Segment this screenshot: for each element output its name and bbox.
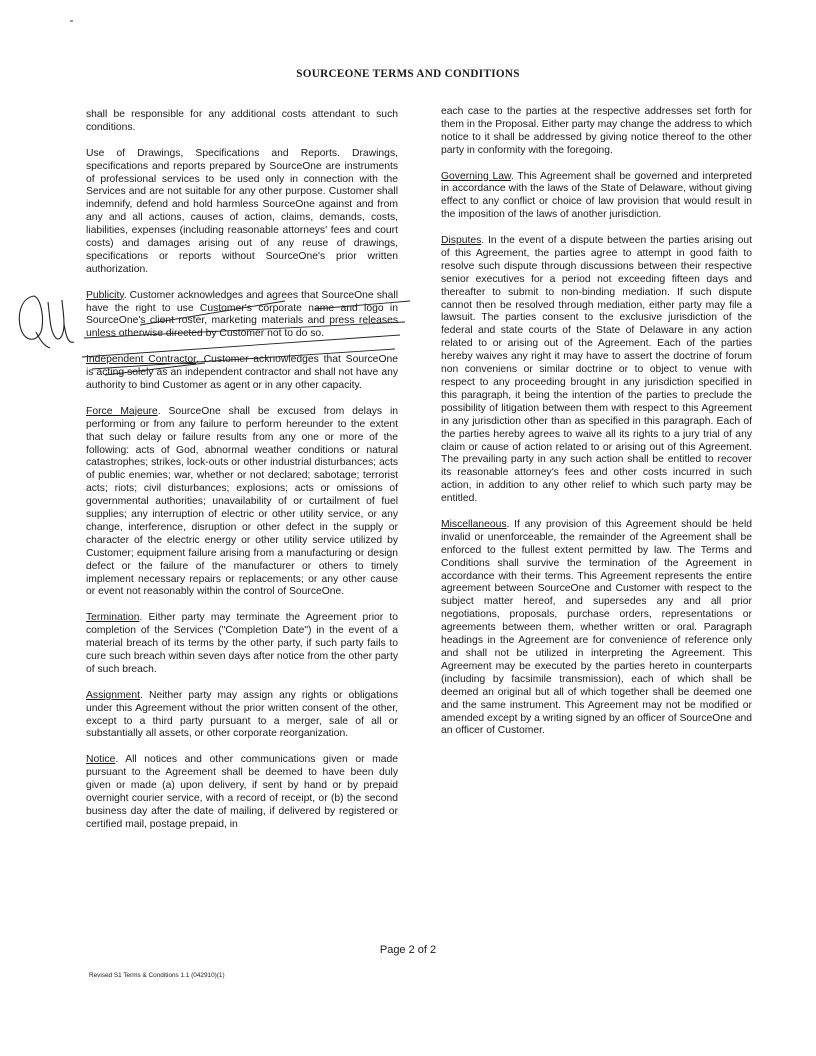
governing-law-text: . This Agreement shall be governed and interpreted in accordance with the laws of the State of Delaware, without giving effect to any conflict or choice of law provision that would result in the imposition of the laws of another jurisdiction. [441,170,752,221]
handwritten-initials [14,288,76,354]
termination-paragraph [86,612,398,677]
disputes-heading: Disputes [441,235,482,247]
independent-contractor-heading: Independent Contractor [86,354,197,366]
assignment-text: . Neither party may assign any rights or obligations under this Agreement without the prior written consent of the other, except to a third party pursuant to a merger, sale of all or substantially all assets, or other corporate reorganization. [86,689,398,740]
drawings-paragraph: Use of Drawings, Specifications and Reports. Drawings, specifications and reports prepared by SourceOne are instruments of professional services to be used only in connection with the Services and are not suitable for any other purpose. Customer shall indemnify, defend and hold harmless SourceOne against and from any and all actions, causes of action, claims, demands, costs, liabilities, expenses (including reasonable attorneys' fees and court costs) and damages arising out of any reuse of drawings, specifications or reports without SourceOne's prior written authorization. [86,147,398,275]
force-majeure-heading: Force Majeure [86,405,158,417]
notice-heading: Notice [86,754,116,766]
publicity-paragraph [86,290,398,342]
intro-paragraph: shall be responsible for any additional costs attendant to such conditions. [86,109,398,133]
independent-contractor-text: . Customer acknowledges that SourceOne is acting solely as an independent contractor and shall not have any authority to bind Customer as agent or in any other capacity. [86,354,398,391]
page-number: Page 2 of 2 [379,944,437,956]
miscellaneous-text: . If any provision of this Agreement should be held invalid or unenforceable, the remainder of the Agreement shall be enforced to the fullest extent permitted by law. The Terms and Conditions shall survive the termination of the Agreement in accordance with their terms. This Agreement represents the entire agreement between SourceOne and Customer with respect to the subject matter hereof, and supersedes any and all prior negotiations, proposals, purchase orders, representations or agreements between them, whether written or oral. Paragraph headings in the Agreement are for convenience of reference only and shall not be utilized in interpreting the Agreement. This Agreement may be executed by the parties hereto in counterparts (including by facsimile transmission), each of which shall be deemed an original but all of which together shall be deemed one and the same instrument. This Agreement may not be modified or amended except by a writing signed by an officer of SourceOne and an officer of Customer. [441,518,752,737]
publicity-text: . Customer acknowledges and agrees that SourceOne shall have the right to use Customer's corporate name and logo in SourceOne's client roster, marketing materials and press releases unless otherwise directed by Customer not to do so. [86,289,398,340]
termination-text: . Either party may terminate the Agreement prior to completion of the Services ("Completion Date") in the event of a material breach of its terms by the other party, if such party fails to cure such breach within seven days after notice from the other party of such breach. [86,612,398,675]
initials-stroke [48,300,74,342]
notice-paragraph [86,754,398,831]
governing-law-paragraph [441,171,752,223]
independent-contractor-paragraph [86,354,398,393]
disputes-paragraph [441,235,752,506]
termination-heading: Termination [86,612,140,624]
initials-stroke [19,296,50,348]
right-column [441,106,752,751]
miscellaneous-heading: Miscellaneous [441,518,507,530]
left-column [86,109,398,845]
miscellaneous-paragraph [441,519,752,738]
force-majeure-paragraph [86,406,398,600]
disputes-text: . In the event of a dispute between the parties arising out of this Agreement, the parties agree to attempt in good faith to resolve such dispute through discussions between their respective senior executives for a period not exceeding fifteen days and thereafter to submit to non-binding mediation. If such dispute cannot then be resolved through mediation, either party may file a lawsuit. The parties consent to the exclusive jurisdiction of the federal and state courts of the State of Delaware in any action related to or arising out of the Agreement. Each of the parties hereby waives any right it may have to assert the doctrine of forum non conveniens or similar doctrine or to object to venue with respect to any proceeding brought in any jurisdiction specified in this paragraph, it being the intention of the parties to preclude the possibility of litigation between them with respect to this Agreement in any jurisdiction other than as specified in this paragraph. Each of the parties hereby agrees to waive all its rights to a jury trial of any claim or cause of action related to or arising out of this Agreement. The prevailing party in any such action shall be entitled to recover its reasonable attorney's fees and other costs incurred in such action, in addition to any other relief to which such party may be entitled. [441,235,752,505]
assignment-heading: Assignment [86,689,141,701]
scan-speck [70,20,73,22]
publicity-heading: Publicity [86,289,124,301]
notice-continued-paragraph: each case to the parties at the respective addresses set forth for them in the Proposal. Either party may change the address to which notice to it shall be addressed by giving notice thereof to the other party in conformity with the foregoing. [441,106,752,156]
force-majeure-text: . SourceOne shall be excused from delays in performing or from any failure to perform hereunder to the extent that such delay or failure results from any one or more of the following: acts of God, abnormal weather conditions or natural catastrophes; strikes, lock-outs or other industrial disturbances; acts of public enemies; war, whether or not declared; sabotage; terrorist acts; riots; civil disturbances; explosions; acts or omissions of governmental authorities; unavailability of or curtailment of fuel supplies; any interruption of electric or other utility service, or any change, interference, disruption or other defect in the supply or character of the electric energy or other utility service utilized by Customer; equipment failure arising from a manufacturing or design defect or the failure of the manufacturer or others to timely implement necessary repairs or replacements; or any other cause or event not reasonably within the control of SourceOne. [86,405,399,598]
assignment-paragraph [86,690,398,742]
governing-law-heading: Governing Law [441,170,511,182]
notice-text: . All notices and other communications given or made pursuant to the Agreement shall be deemed to have been duly given or made (a) upon delivery, if sent by hand or by prepaid overnight courier service, with a record of receipt, or (b) the second business day after the date of mailing, if delivered by registered or certified mail, postage prepaid, in [86,754,398,830]
document-title: SOURCEONE TERMS AND CONDITIONS [296,68,520,80]
revision-footer: Revised S1 Terms & Conditions 1.1 (042910)(1) [89,972,225,979]
